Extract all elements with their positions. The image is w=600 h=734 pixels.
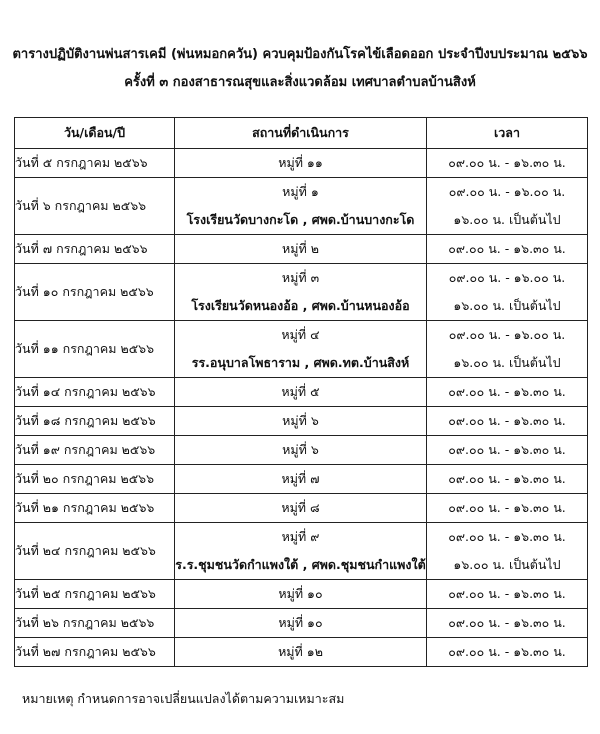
place-cell — [175, 264, 427, 321]
time-cell — [427, 580, 588, 609]
date-cell: วันที่ ๒๑ กรกฎาคม ๒๕๖๖ — [15, 494, 175, 523]
time-range: ๐๙.๐๐ น. - ๑๖.๓๐ น. — [448, 500, 566, 515]
time-cell — [427, 465, 588, 494]
time-range: ๐๙.๐๐ น. - ๑๖.๐๐ น. — [448, 184, 566, 199]
time-range: ๐๙.๐๐ น. - ๑๖.๐๐ น. — [448, 327, 566, 342]
school-label: ร.ร.ชุมชนวัดกำแพงใต้ , ศพด.ชุมชนกำแพงใต้ — [175, 557, 426, 572]
village-label: หมู่ที่ ๒ — [282, 241, 319, 256]
place-cell — [175, 407, 427, 436]
time-range: ๐๙.๐๐ น. - ๑๖.๓๐ น. — [448, 471, 566, 486]
time-cell — [427, 523, 588, 580]
village-label: หมู่ที่ ๑๐ — [278, 615, 323, 630]
village-label: หมู่ที่ ๑๐ — [278, 586, 323, 601]
village-label: หมู่ที่ ๕ — [281, 384, 320, 399]
place-cell — [175, 609, 427, 638]
village-label: หมู่ที่ ๑ — [282, 184, 319, 199]
place-cell — [175, 378, 427, 407]
time-range: ๑๖.๐๐ น. เป็นต้นไป — [453, 212, 561, 227]
column-header-date: วัน/เดือน/ปี — [15, 118, 175, 149]
village-label: หมู่ที่ ๑๒ — [278, 644, 323, 659]
place-cell — [175, 149, 427, 178]
place-cell — [175, 235, 427, 264]
table-row — [15, 378, 588, 407]
time-cell — [427, 638, 588, 667]
village-label: หมู่ที่ ๑๑ — [278, 155, 323, 170]
footnote: หมายเหตุ กำหนดการอาจเปลี่ยนแปลงได้ตามความเหมาะสม — [22, 691, 345, 706]
time-cell — [427, 436, 588, 465]
table-row — [15, 407, 588, 436]
place-cell — [175, 465, 427, 494]
time-range: ๑๖.๐๐ น. เป็นต้นไป — [453, 355, 561, 370]
date-cell: วันที่ ๒๐ กรกฎาคม ๒๕๖๖ — [15, 465, 175, 494]
column-header-time: เวลา — [427, 118, 588, 149]
date-cell: วันที่ ๒๗ กรกฎาคม ๒๕๖๖ — [15, 638, 175, 667]
village-label: หมู่ที่ ๘ — [281, 500, 320, 515]
date-cell: วันที่ ๑๘ กรกฎาคม ๒๕๖๖ — [15, 407, 175, 436]
date-cell: วันที่ ๑๙ กรกฎาคม ๒๕๖๖ — [15, 436, 175, 465]
time-range: ๐๙.๐๐ น. - ๑๖.๓๐ น. — [448, 155, 566, 170]
place-cell — [175, 638, 427, 667]
date-cell: วันที่ ๒๔ กรกฎาคม ๒๕๖๖ — [15, 523, 175, 580]
table-row — [15, 523, 588, 580]
time-range: ๐๙.๐๐ น. - ๑๖.๓๐ น. — [448, 413, 566, 428]
table-header-row — [15, 118, 588, 149]
village-label: หมู่ที่ ๔ — [281, 327, 320, 342]
table-row — [15, 178, 588, 235]
date-cell: วันที่ ๒๕ กรกฎาคม ๒๕๖๖ — [15, 580, 175, 609]
time-cell — [427, 378, 588, 407]
place-cell — [175, 494, 427, 523]
time-range: ๑๖.๐๐ น. เป็นต้นไป — [453, 298, 561, 313]
date-cell: วันที่ ๖ กรกฎาคม ๒๕๖๖ — [15, 178, 175, 235]
time-cell — [427, 407, 588, 436]
village-label: หมู่ที่ ๓ — [281, 270, 320, 285]
document-subtitle: ครั้งที่ ๓ กองสาธารณสุขและสิ่งแวดล้อม เทศบาลตำบลบ้านสิงห์ — [124, 75, 476, 90]
school-label: โรงเรียนวัดบางกะโด , ศพด.บ้านบางกะโด — [186, 212, 415, 227]
table-row — [15, 321, 588, 378]
date-cell: วันที่ ๒๖ กรกฎาคม ๒๕๖๖ — [15, 609, 175, 638]
time-range: ๐๙.๐๐ น. - ๑๖.๐๐ น. — [448, 270, 566, 285]
place-cell — [175, 436, 427, 465]
schedule-table — [14, 117, 588, 667]
place-cell — [175, 321, 427, 378]
place-cell — [175, 580, 427, 609]
table-row — [15, 465, 588, 494]
document-title: ตารางปฏิบัติงานพ่นสารเคมี (พ่นหมอกควัน) ควบคุมป้องกันโรคไข้เลือดออก ประจำปีงบประมาณ ๒๕๖๖ — [12, 47, 588, 62]
date-cell: วันที่ ๑๐ กรกฎาคม ๒๕๖๖ — [15, 264, 175, 321]
village-label: หมู่ที่ ๖ — [282, 413, 319, 428]
column-header-place: สถานที่ดำเนินการ — [175, 118, 427, 149]
place-cell — [175, 523, 427, 580]
village-label: หมู่ที่ ๗ — [281, 471, 320, 486]
school-label: รร.อนุบาลโพธาราม , ศพด.ทต.บ้านสิงห์ — [191, 355, 410, 370]
time-range: ๐๙.๐๐ น. - ๑๖.๓๐ น. — [448, 615, 566, 630]
date-cell: วันที่ ๑๑ กรกฎาคม ๒๕๖๖ — [15, 321, 175, 378]
table-row — [15, 264, 588, 321]
village-label: หมู่ที่ ๖ — [282, 442, 319, 457]
date-cell: วันที่ ๑๔ กรกฎาคม ๒๕๖๖ — [15, 378, 175, 407]
date-cell: วันที่ ๗ กรกฎาคม ๒๕๖๖ — [15, 235, 175, 264]
time-cell — [427, 178, 588, 235]
date-cell: วันที่ ๕ กรกฎาคม ๒๕๖๖ — [15, 149, 175, 178]
place-cell — [175, 178, 427, 235]
school-label: โรงเรียนวัดหนองอ้อ , ศพด.บ้านหนองอ้อ — [191, 298, 410, 313]
table-row — [15, 436, 588, 465]
table-row — [15, 638, 588, 667]
table-row — [15, 149, 588, 178]
village-label: หมู่ที่ ๙ — [281, 529, 320, 544]
schedule-body — [15, 149, 588, 667]
time-cell — [427, 235, 588, 264]
time-range: ๐๙.๐๐ น. - ๑๖.๓๐ น. — [448, 644, 566, 659]
time-cell — [427, 264, 588, 321]
table-row — [15, 235, 588, 264]
time-cell — [427, 149, 588, 178]
table-row — [15, 494, 588, 523]
time-range: ๐๙.๐๐ น. - ๑๖.๓๐ น. — [448, 241, 566, 256]
table-row — [15, 580, 588, 609]
table-row — [15, 609, 588, 638]
time-range: ๐๙.๐๐ น. - ๑๖.๓๐ น. — [448, 442, 566, 457]
time-cell — [427, 321, 588, 378]
time-range: ๑๖.๐๐ น. เป็นต้นไป — [453, 557, 561, 572]
time-range: ๐๙.๐๐ น. - ๑๖.๓๐ น. — [448, 384, 566, 399]
time-cell — [427, 494, 588, 523]
time-cell — [427, 609, 588, 638]
time-range: ๐๙.๐๐ น. - ๑๖.๓๐ น. — [448, 529, 566, 544]
time-range: ๐๙.๐๐ น. - ๑๖.๓๐ น. — [448, 586, 566, 601]
